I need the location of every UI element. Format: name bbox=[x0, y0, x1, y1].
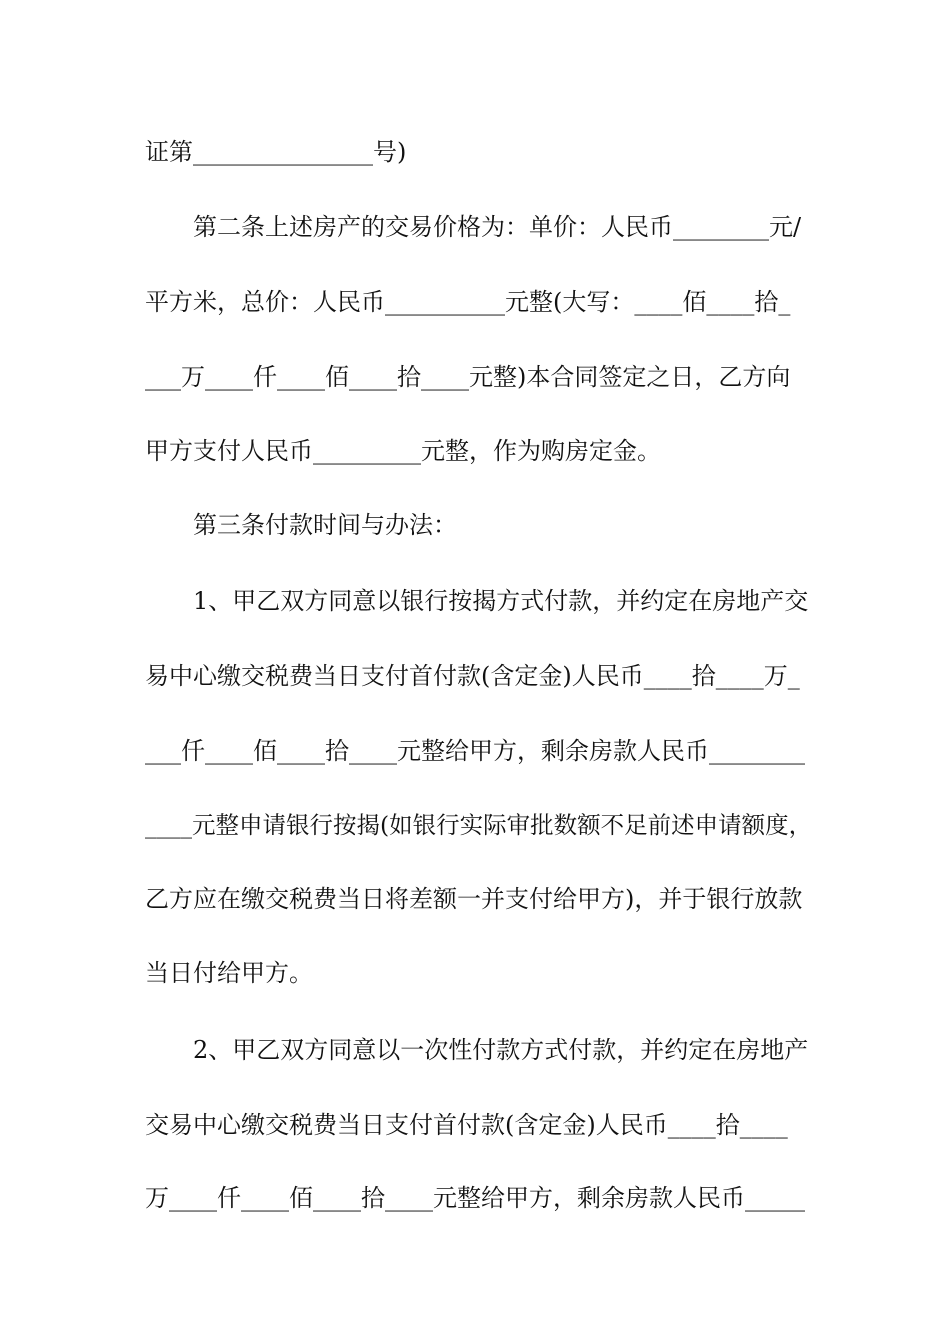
text-line: 交易中心缴交税费当日支付首付款(含定金)人民币____拾____ bbox=[145, 1111, 788, 1139]
text-line: 当日付给甲方。 bbox=[145, 959, 313, 987]
paragraph-item-1-start: 1、甲乙双方同意以银行按揭方式付款，并约定在房地产交 bbox=[193, 587, 809, 615]
paragraph-article-2-start: 第二条上述房产的交易价格为：单价：人民币________元/ bbox=[193, 213, 802, 241]
text-line: 平方米，总价：人民币__________元整(大写：____佰____拾_ bbox=[145, 288, 791, 316]
text-line: ____元整申请银行按揭(如银行实际审批数额不足前述申请额度， bbox=[145, 811, 813, 839]
paragraph-item-2-start: 2、甲乙双方同意以一次性付款方式付款，并约定在房地产 bbox=[193, 1036, 809, 1064]
text-line: 证第_______________号) bbox=[145, 138, 407, 166]
text-line: 乙方应在缴交税费当日将差额一并支付给甲方)，并于银行放款 bbox=[145, 885, 803, 913]
text-line: ___万____仟____佰____拾____元整)本合同签定之日，乙方向 bbox=[145, 363, 791, 391]
text-line: 甲方支付人民币_________元整，作为购房定金。 bbox=[145, 437, 661, 465]
heading-article-3: 第三条付款时间与办法： bbox=[193, 511, 457, 539]
text-line: 万____仟____佰____拾____元整给甲方，剩余房款人民币_____ bbox=[145, 1184, 805, 1212]
text-line: 易中心缴交税费当日支付首付款(含定金)人民币____拾____万_ bbox=[145, 662, 800, 690]
text-line: ___仟____佰____拾____元整给甲方，剩余房款人民币________ bbox=[145, 737, 805, 765]
